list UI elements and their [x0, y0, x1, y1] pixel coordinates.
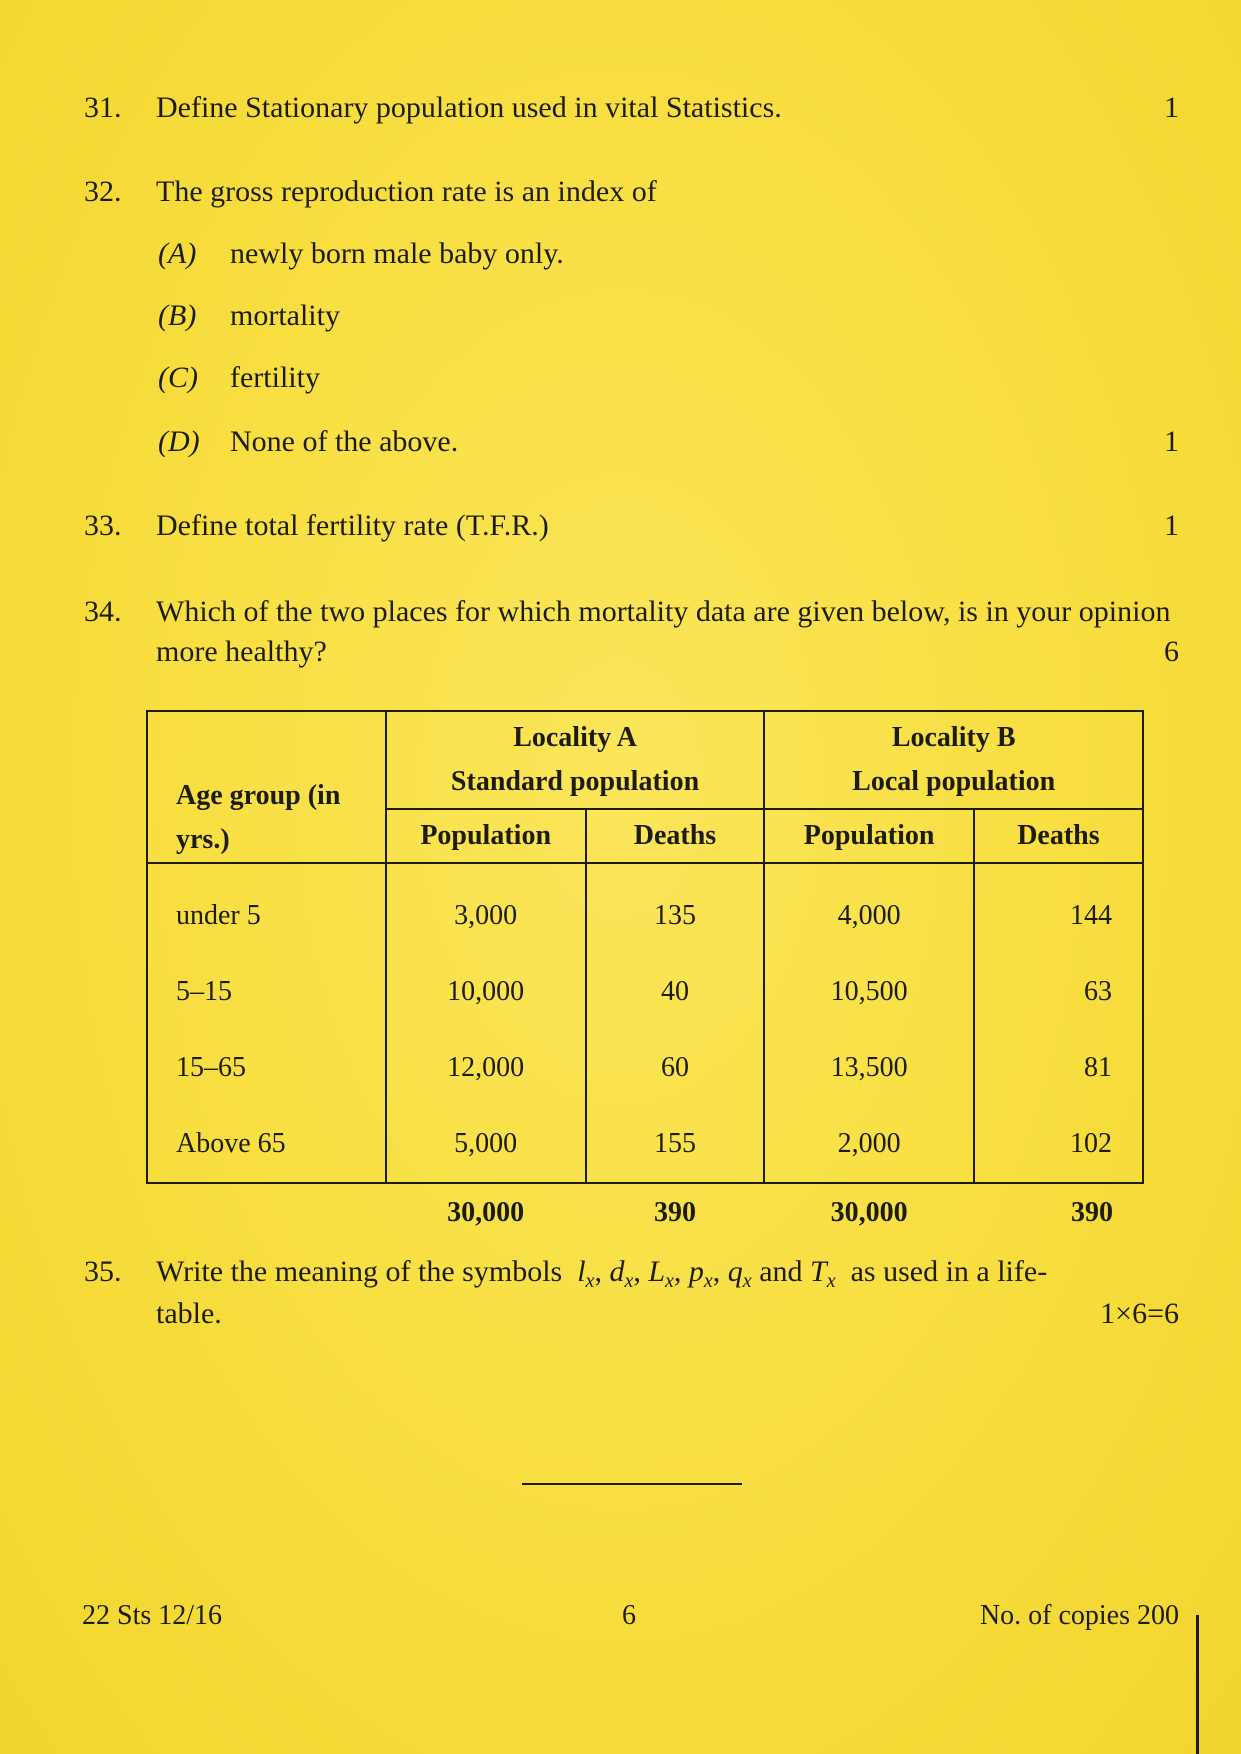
population-header: Population [386, 809, 586, 863]
deaths-cell: 102 [974, 1106, 1143, 1183]
question-text: Which of the two places for which mortality data are given below, is in your opinion more healthy? [156, 595, 1171, 668]
symbol-qx: $q_x$ [727, 1255, 752, 1292]
age-cell: Above 65 [147, 1106, 386, 1183]
option-letter: (A) [158, 237, 197, 270]
mortality-table [146, 710, 1144, 1242]
symbol-dx: $d_x$, [609, 1255, 641, 1292]
end-rule [522, 1483, 742, 1485]
table-row [147, 1030, 1143, 1106]
population-cell: 5,000 [386, 1106, 586, 1183]
question-text: Define total fertility rate (T.F.R.) [156, 509, 549, 542]
deaths-cell: 40 [586, 954, 765, 1030]
totals-row [147, 1183, 1143, 1242]
age-group-header: Age group (in yrs.) [147, 711, 386, 863]
population-cell: 10,500 [764, 954, 973, 1030]
deaths-header: Deaths [586, 809, 765, 863]
option-letter: (B) [158, 299, 197, 332]
page-number: 6 [622, 1600, 636, 1631]
deaths-header: Deaths [974, 809, 1143, 863]
deaths-cell: 63 [974, 954, 1143, 1030]
question-text: The gross reproduction rate is an index of [156, 175, 657, 208]
population-cell: 10,000 [386, 954, 586, 1030]
locality-a-header: Locality A Standard population [386, 711, 765, 809]
question-number: 34. [84, 595, 122, 628]
question-text-line2: table. [156, 1297, 222, 1330]
option-letter: (C) [158, 361, 198, 394]
table-row [147, 1106, 1143, 1183]
question-text: Define Stationary population used in vital Statistics. [156, 91, 782, 124]
age-cell: 5–15 [147, 954, 386, 1030]
population-cell: 13,500 [764, 1030, 973, 1106]
locality-b-header: Locality B Local population [764, 711, 1143, 809]
question-number: 35. [84, 1255, 122, 1288]
marks: 1 [1164, 425, 1179, 458]
marks: 1 [1164, 91, 1179, 124]
total-deaths-b: 390 [1071, 1197, 1113, 1228]
population-header: Population [764, 809, 973, 863]
deaths-cell: 135 [586, 863, 765, 954]
total-population-a: 30,000 [447, 1197, 525, 1228]
copies-count: No. of copies 200 [979, 1600, 1179, 1631]
total-population-b: 30,000 [830, 1197, 908, 1228]
symbol-Lx: $L_x$, [648, 1255, 682, 1292]
option-text: mortality [230, 299, 340, 332]
marks: 1×6=6 [1100, 1297, 1179, 1330]
population-cell: 2,000 [764, 1106, 973, 1183]
symbol-lx: $l_x$, [577, 1255, 602, 1292]
option-text: newly born male baby only. [230, 237, 564, 270]
deaths-cell: 144 [974, 863, 1143, 954]
question-number: 31. [84, 91, 122, 124]
option-letter: (D) [158, 425, 200, 458]
deaths-cell: 81 [974, 1030, 1143, 1106]
marks: 6 [1164, 635, 1179, 668]
edge-mark [1196, 1615, 1199, 1754]
population-cell: 4,000 [764, 863, 973, 954]
paper-code: 22 Sts 12/16 [82, 1600, 223, 1631]
total-deaths-a: 390 [653, 1197, 696, 1228]
symbol-Tx: $T_x$ [810, 1255, 836, 1292]
option-text: fertility [230, 361, 320, 394]
option-text: None of the above. [230, 425, 459, 458]
deaths-cell: 60 [586, 1030, 765, 1106]
population-cell: 3,000 [386, 863, 586, 954]
question-number: 33. [84, 509, 122, 542]
age-cell: under 5 [147, 863, 386, 954]
population-cell: 12,000 [386, 1030, 586, 1106]
table-row [147, 863, 1143, 954]
age-cell: 15–65 [147, 1030, 386, 1106]
symbol-px: $p_x$, [688, 1255, 721, 1292]
marks: 1 [1164, 509, 1179, 542]
question-number: 32. [84, 175, 122, 208]
deaths-cell: 155 [586, 1106, 765, 1183]
question-text: Write the meaning of the symbols $l_x$, $d_x$, $L_x$, $p_x$, $q_x$ and $T_x$ as used in a life- [156, 1255, 1048, 1292]
table-row [147, 954, 1143, 1030]
